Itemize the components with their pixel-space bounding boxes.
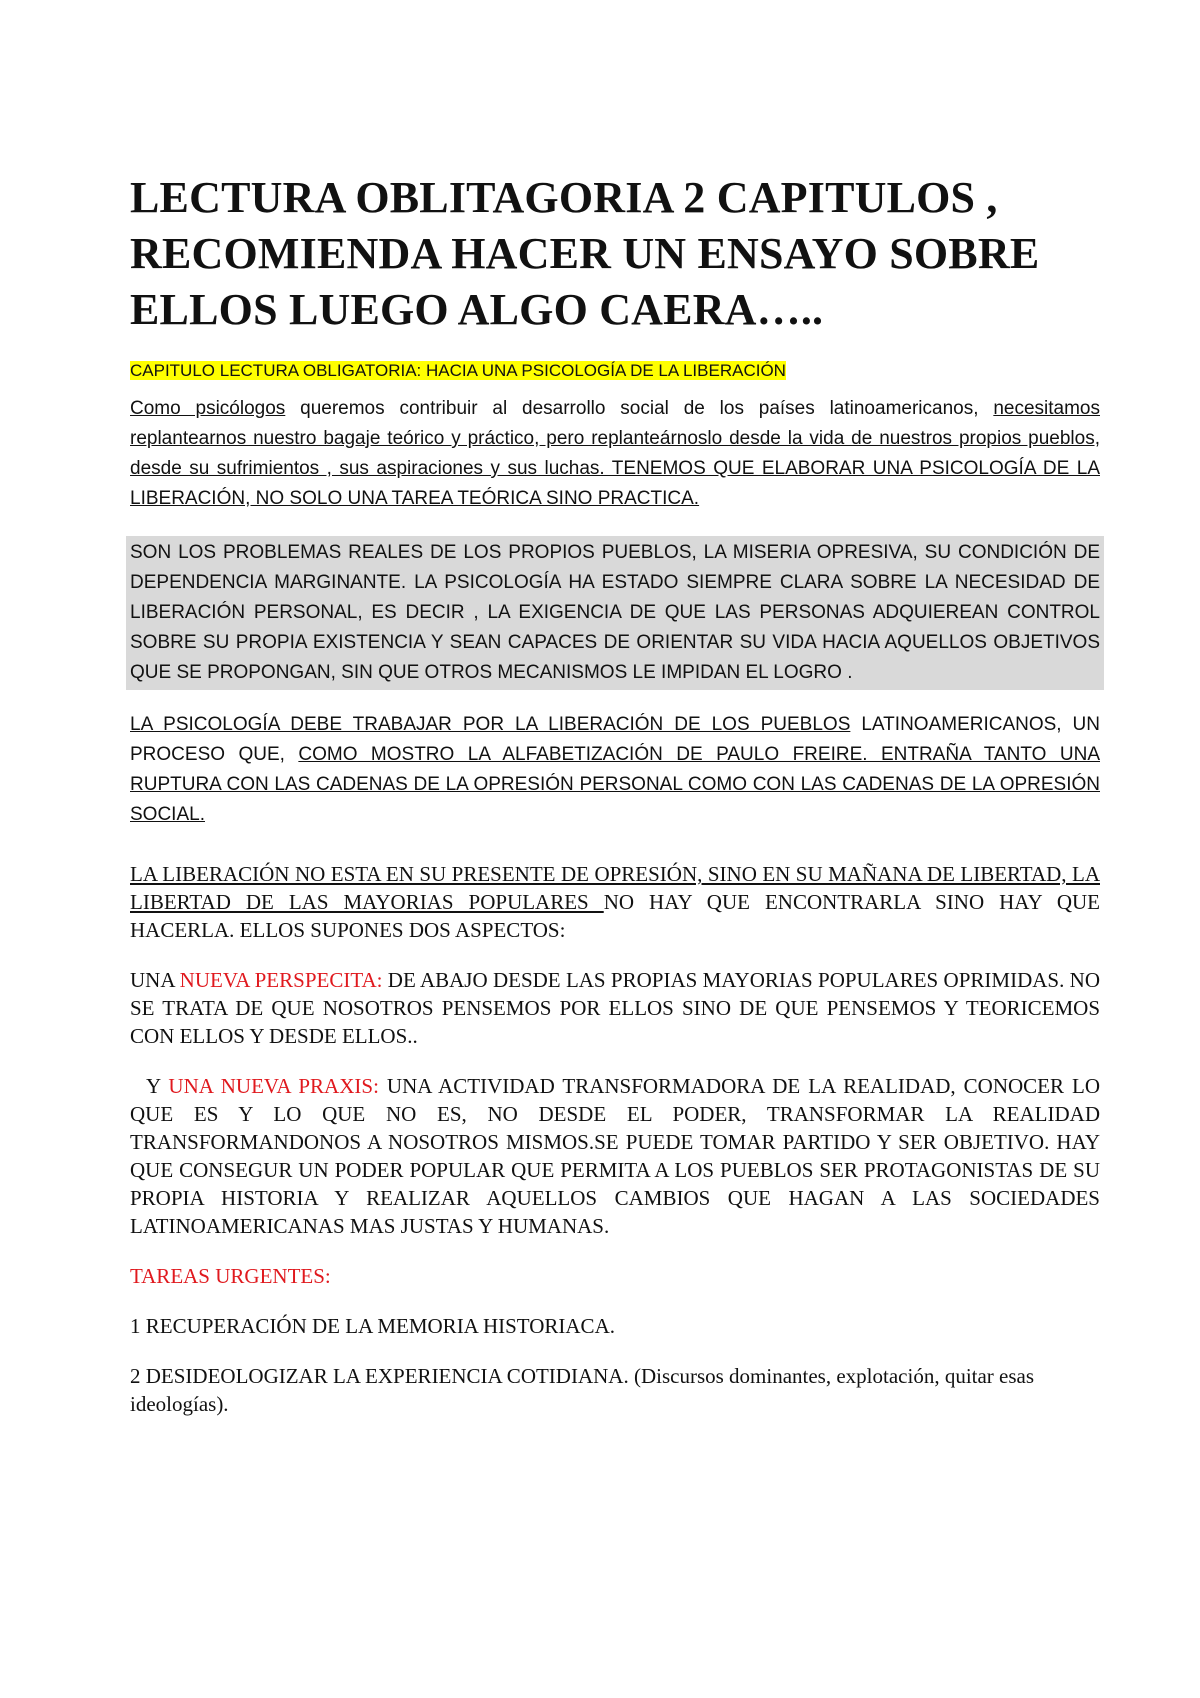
p4-underlined-text: LA LIBERACIÓN NO ESTA EN SU PRESENTE DE OPRESIÓN, SINO EN SU MAÑANA DE LIBERTAD, LA LIBERTAD DE LAS MAYORIAS POPULARES	[130, 862, 1100, 914]
paragraph-5	[130, 966, 1100, 1050]
p6-lead: Y	[130, 1074, 169, 1098]
p5-text: DE ABAJO DESDE LAS PROPIAS MAYORIAS POPULARES OPRIMIDAS. NO SE TRATA DE QUE NOSOTROS PENSEMOS POR ELLOS SINO DE QUE PENSEMOS Y TEORICEMOS CON ELLOS Y DESDE ELLOS..	[130, 968, 1100, 1048]
chapter-heading	[130, 358, 1100, 384]
p6-red-term: UNA NUEVA PRAXIS:	[168, 1074, 379, 1098]
p5-lead: UNA	[130, 968, 180, 992]
p1-underlined-text: necesitamos replantearnos nuestro bagaje teórico y práctico, pero replanteárnoslo desde la vida de nuestros propios pueblos, desde su sufrimientos , sus aspiraciones y sus luchas. TENEMOS QUE ELABORAR UNA PSICOLOGÍA DE LA LIBERACIÓN, NO SOLO UNA TAREA TEÓRICA SINO PRACTICA.	[130, 398, 1100, 509]
tareas-heading: TAREAS URGENTES:	[130, 1264, 331, 1288]
paragraph-4	[130, 860, 1100, 944]
p3-underlined-lead: LA PSICOLOGÍA DEBE TRABAJAR POR LA LIBERACIÓN DE LOS PUEBLOS	[130, 714, 851, 735]
p6-text: UNA ACTIVIDAD TRANSFORMADORA DE LA REALIDAD, CONOCER LO QUE ES Y LO QUE NO ES, NO DESDE EL PODER, TRANSFORMAR LA REALIDAD TRANSFORMANDONOS A NOSOTROS MISMOS.SE PUEDE TOMAR PARTIDO Y SER OBJETIVO. HAY QUE CONSEGUR UN PODER POPULAR QUE PERMITA A LOS PUEBLOS SER PROTAGONISTAS DE SU PROPIA HISTORIA Y REALIZAR AQUELLOS CAMBIOS QUE HAGAN A LAS SOCIEDADES LATINOAMERICANAS MAS JUSTAS Y HUMANAS.	[130, 1074, 1106, 1238]
document-title: LECTURA OBLITAGORIA 2 CAPITULOS , RECOMIENDA HACER UN ENSAYO SOBRE ELLOS LUEGO ALGO CAERA…..	[130, 173, 1040, 334]
paragraph-2-highlighted	[126, 536, 1104, 690]
p1-underlined-lead: Como psicólogos	[130, 398, 286, 419]
p2-text: SON LOS PROBLEMAS REALES DE LOS PROPIOS PUEBLOS, LA MISERIA OPRESIVA, SU CONDICIÓN DE DEPENDENCIA MARGINANTE. LA PSICOLOGÍA HA ESTADO SIEMPRE CLARA SOBRE LA NECESIDAD DE LIBERACIÓN PERSONAL, ES DECIR , LA EXIGENCIA DE QUE LAS PERSONAS ADQUIEREAN CONTROL SOBRE SU PROPIA EXISTENCIA Y SEAN CAPACES DE ORIENTAR SU VIDA HACIA AQUELLOS OBJETIVOS QUE SE PROPONGAN, SIN QUE OTROS MECANISMOS LE IMPIDAN EL LOGRO .	[130, 542, 1100, 683]
paragraph-3	[130, 710, 1100, 830]
paragraph-1	[130, 394, 1100, 514]
p5-red-term: NUEVA PERSPECITA:	[179, 968, 383, 992]
list-item-2: 2 DESIDEOLOGIZAR LA EXPERIENCIA COTIDIANA. (Discursos dominantes, explotación, quitar esas ideologías).	[130, 1364, 1035, 1416]
chapter-heading-text: CAPITULO LECTURA OBLIGATORIA: HACIA UNA PSICOLOGÍA DE LA LIBERACIÓN	[130, 361, 786, 380]
p3-text: LATINOAMERICANOS, UN PROCESO QUE,	[130, 714, 1100, 765]
p1-text: queremos contribuir al desarrollo social de los países latinoamericanos,	[285, 398, 994, 419]
p4-text: NO HAY QUE ENCONTRARLA SINO HAY QUE HACERLA. ELLOS SUPONES DOS ASPECTOS:	[130, 890, 1101, 942]
list-item-1: 1 RECUPERACIÓN DE LA MEMORIA HISTORIACA.	[130, 1314, 615, 1338]
p3-underlined-text: COMO MOSTRO LA ALFABETIZACIÓN DE PAULO FREIRE. ENTRAÑA TANTO UNA RUPTURA CON LAS CADENAS DE LA OPRESIÓN PERSONAL COMO CON LAS CADENAS DE LA OPRESIÓN SOCIAL.	[130, 744, 1100, 825]
paragraph-6	[130, 1072, 1106, 1240]
